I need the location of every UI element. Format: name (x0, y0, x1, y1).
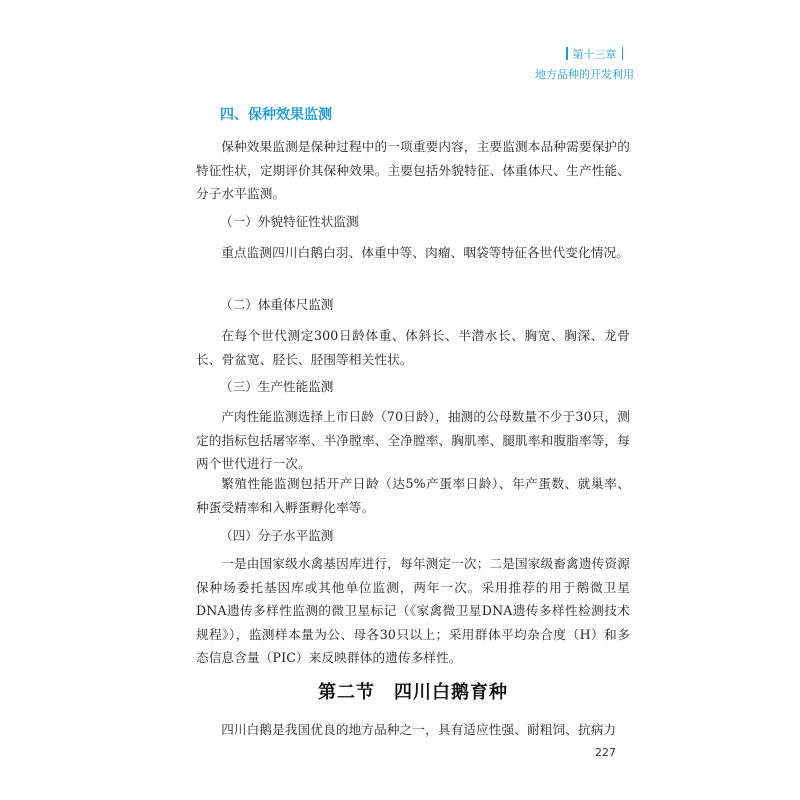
reproduction-paragraph: 繁殖性能监测包括开产日龄（达5%产蛋率日龄）、年产蛋数、就巢率、种蛋受精率和入孵蛋孵化率等。 (196, 476, 630, 515)
chapter-label: 第十三章 (572, 48, 617, 61)
appearance-paragraph: 重点监测四川白鹅白羽、体重中等、肉瘤、咽袋等特征各世代变化情况。 (221, 245, 629, 260)
body-weight-paragraph: 在每个世代测定300日龄体重、体斜长、半潜水长、胸宽、胸深、龙骨长、骨盆宽、胫长、胫围等相关性状。 (196, 328, 630, 367)
subsection-heading-production: （三）生产性能监测 (220, 379, 334, 394)
section-2-intro-paragraph: 四川白鹅是我国优良的地方品种之一，具有适应性强、耐粗饲、抗病力 (221, 722, 617, 737)
intro-paragraph: 保种效果监测是保种过程中的一项重要内容，主要监测本品种需要保护的特征性状，定期评价其保种效果。主要包括外貌特征、体重体尺、生产性能、分子水平监测。 (196, 139, 630, 201)
molecular-paragraph: 一是由国家级水禽基因库进行，每年测定一次；二是国家级畜禽遗传资源保种场委托基因库或其他单位监测，两年一次。采用推荐的用于鹅微卫星DNA遗传多样性监测的微卫星标记（《家禽微卫星DNA遗传多样性检测技术规程》），监测样本量为公、母各30只以上；采用群体平均杂合度（H）和多态信息含量（PIC）来反映群体的遗传多样性。 (196, 556, 630, 665)
subsection-heading-body-weight: （二）体重体尺监测 (220, 297, 334, 312)
running-header-subtitle: 地方品种的开发利用 (535, 68, 634, 81)
header-divider-right (622, 47, 624, 60)
section-2-title: 第二节 四川白鹅育种 (318, 682, 508, 703)
subsection-heading-molecular: （四）分子水平监测 (220, 528, 334, 543)
page-number: 227 (595, 746, 616, 759)
meat-performance-paragraph: 产肉性能监测选择上市日龄（70日龄），抽测的公母数量不少于30只，测定的指标包括屠宰率、半净膛率、全净膛率、胸肌率、腿肌率和腹脂率等，每两个世代进行一次。 (196, 409, 630, 471)
header-divider-left (566, 47, 568, 60)
subsection-heading-appearance: （一）外貌特征性状监测 (220, 214, 359, 229)
running-header-chapter (0, 46, 628, 62)
section-title: 四、保种效果监测 (220, 107, 332, 123)
